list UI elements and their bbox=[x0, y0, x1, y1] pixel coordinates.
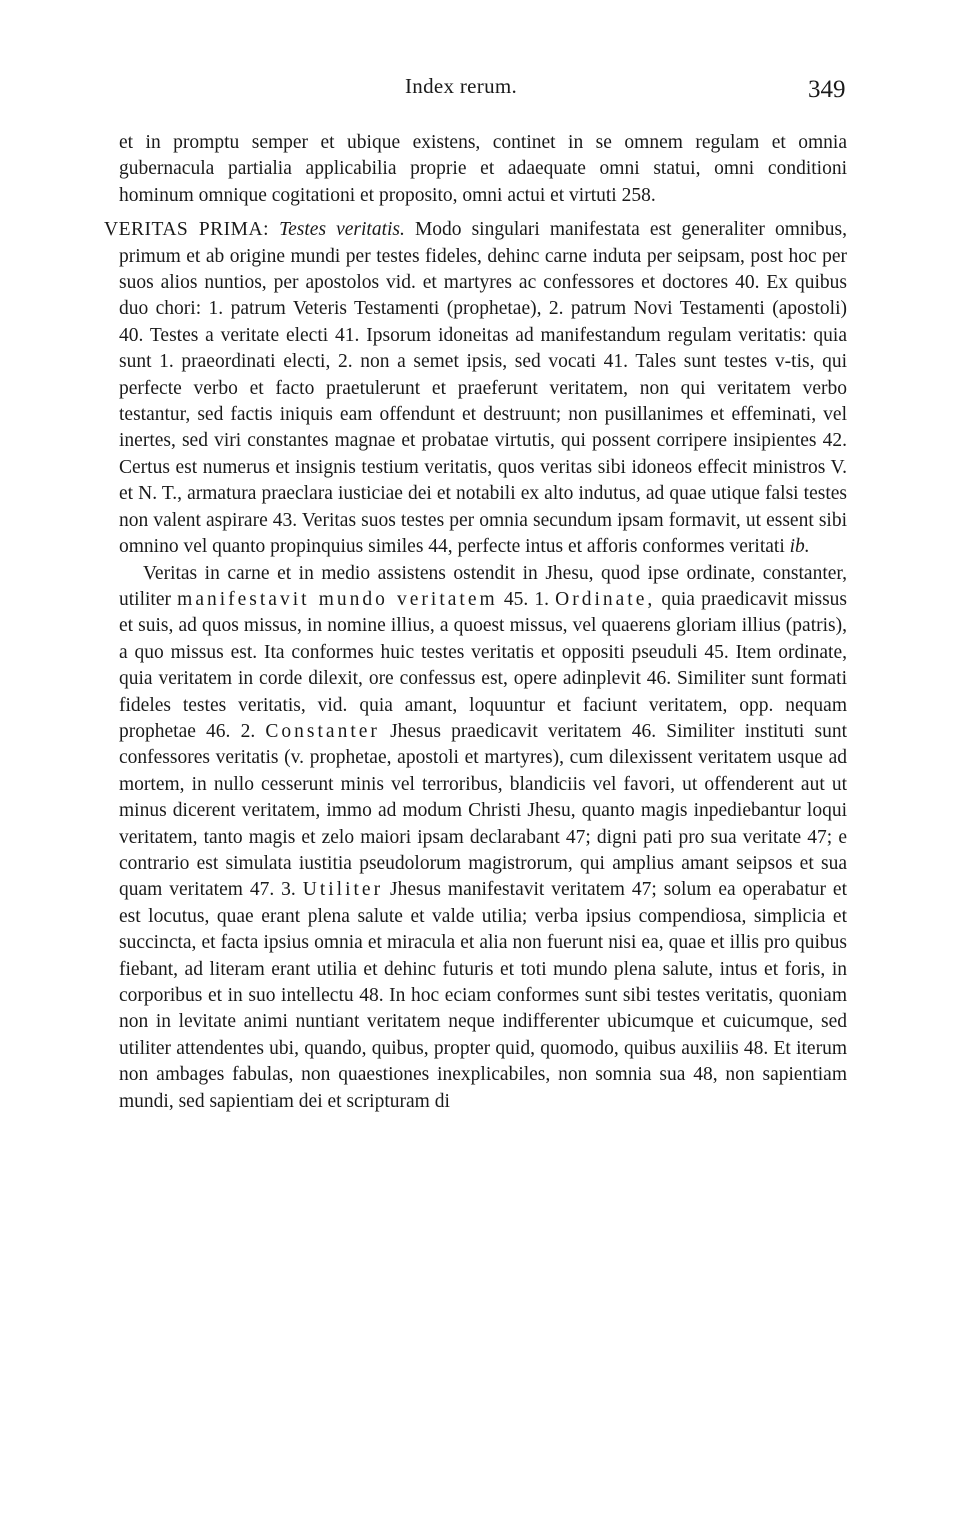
para2-spaced-1: manifestavit mundo veritatem bbox=[177, 588, 498, 610]
running-title: Index rerum. bbox=[405, 74, 518, 98]
paragraph-veritas-in-carne bbox=[119, 561, 847, 1116]
para2-spaced-4: Utiliter bbox=[302, 879, 384, 901]
para2-text-1: Veritas in carne et in medio assistens ostendit in Jhesu, quod ipse ordinate, constanter, utiliter bbox=[119, 562, 847, 610]
entry-subheading: Testes veritatis. bbox=[279, 219, 405, 241]
running-head bbox=[0, 74, 960, 108]
body-text bbox=[104, 130, 848, 1115]
index-entry-veritas-prima bbox=[104, 217, 848, 560]
para2-text-2: 45. 1. bbox=[503, 588, 549, 610]
entry-heading: VERITAS PRIMA: bbox=[104, 219, 270, 241]
para2-text-3: quia praedicavit missus et suis, ad quos missus, in nomine illius, a quoest missus, vel quaerens gloriam illius (patris), a quo missus est. Ita conformes huic testes veritatis et oppositi pseuduli 45. Item ordinate, quia veritatem in corde dilexit, ore confessus est, opere adinplevit 46. Similiter sunt formati fideles testes veritatis, vid. quia amant, loquuntur et faciunt veritatem, opp. nequam prophetae 46. 2. bbox=[119, 588, 847, 742]
entry-text: Modo singulari manifestata est generaliter omnibus, primum et ab origine mundi per testes fideles, dehinc carne induta per seipsam, post hoc per suos alios nuntios, per apostolos vid. et martyres ac confessores et doctores 40. Ex quibus duo chori: 1. patrum Veteris Testamenti (prophetae), 2. patrum Novi Testamenti (apostoli) 40. Testes a veritate electi 41. Ipsorum idoneitas ad manifestandum regulam veritatis: quia sunt 1. praeordinati electi, 2. non a semet ipsis, sed vocati 41. Tales sunt testes v-tis, qui perfecte verbo et facto praetulerunt et praeferunt veritatem, non qui veritatem verbo testantur, sed factis iniquis eam offendunt et destruunt; non pusillanimes et effeminati, vel inertes, sed viri constantes magnae et probatae virtutis, qui possent corripere insipientes 42. Certus est numerus et insignis testium veritatis, quos veritas sibi idoneos effecit ministros V. et N. T., armatura praeclara iusticiae dei et notabili ex alto indutus, ad quae utique falsi testes non valent aspirare 43. Veritas suos testes per omnia secundum ipsam formavit, ut essent sibi omnino vel quanto propinquius similes 44, perfecte intus et afforis conformes veritati bbox=[119, 219, 848, 558]
continued-paragraph: et in promptu semper et ubique existens, continet in se omnem regulam et omnia gubernacula partialia applicabilia proprie et adaequate omni statui, omni conditioni hominum omnique cogitationi et proposito, omni actui et virtuti 258. bbox=[119, 132, 847, 206]
para2-spaced-3: Constanter bbox=[265, 720, 380, 742]
para2-text-4: Jhesus praedicavit veritatem 46. Similiter instituti sunt confessores veritatis (v. prophetae, apostoli et martyres), cum dilexissent veritatem usque ad mortem, in nullo cesserunt minis vel terroribus, blandiciis vel favori, ut offenderent aut ut minus dicerent veritatem, immo ad modum Christi Jhesu, quanto magis inpediebantur loqui veritatem, tanto magis et zelo maiori ipsam declarabant 47; digni pati pro sua veritate 47; e contrario est simulata iustitia pseudolorum magistrorum, qui amplius amant seipsos et sua quam veritatem 47. 3. bbox=[119, 720, 847, 901]
para2-text-5: Jhesus manifestavit veritatem 47; solum ea operabatur et est locutus, quae erant plena salute et valde utilia; verba ipsius compendiosa, simplicia et succincta, et facta ipsius omnia et miracula et alia non fuerunt nisi ea, quae et illis pro quibus fiebant, ad literam erant utilia et dehinc futuris et toti mundo plena salute, intus et foris, in corporibus et in suo intellectu 48. In hoc eciam conformes sunt sibi testes veritatis, quoniam non in levitate animi nuntiant veritatem neque indifferenter ubicumque et cuicumque, sed utiliter attendentes ubi, quando, quibus, propter quid, quomodo, quibus auxiliis 48. Et iterum non ambages fabulas, non quaestiones inexplicabiles, non somnia sua 48, non sapientiam mundi, sed sapientiam dei et scripturam di bbox=[119, 879, 847, 1112]
para2-spaced-2: Ordinate, bbox=[555, 588, 656, 610]
page-number: 349 bbox=[808, 76, 846, 103]
entry-text-ibidem: ib. bbox=[789, 536, 810, 558]
